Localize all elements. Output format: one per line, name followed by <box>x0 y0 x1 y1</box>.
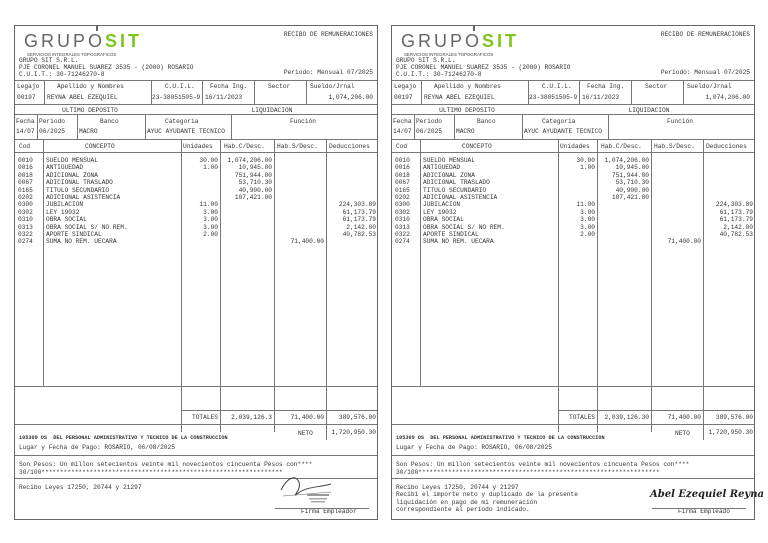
table-row-ded <box>326 164 376 171</box>
table-row-concepto: OBRA SOCIAL S/ NO REM. <box>423 223 505 231</box>
table-row-cod: 0322 <box>18 231 33 239</box>
table-row-hab_s <box>651 179 701 186</box>
recibo-line: Recibo Leyes 17250, 20744 y 21297 <box>396 484 519 491</box>
fecha-ing-label: Fecha Ing. <box>210 83 248 90</box>
table-row-hab_s <box>651 164 701 171</box>
table-row-ded <box>326 179 376 186</box>
table-row-unidades: 30.00 <box>199 157 218 164</box>
table-row-hab_c <box>597 238 649 245</box>
cuil-value: 23-38051505-9 <box>529 94 578 101</box>
table-row-ded: 61,173.79 <box>719 208 753 216</box>
dep-banco-value: MACRO <box>79 128 98 135</box>
totales-label: TOTALES <box>192 414 218 421</box>
fecha-ing-label: Fecha Ing. <box>587 83 625 90</box>
neto-label: NETO <box>675 430 690 437</box>
table-row-ded: 61,173.79 <box>719 216 753 224</box>
table-row-ded: 61,173.79 <box>342 216 376 224</box>
dep-fecha-value: 14/07 <box>16 128 35 135</box>
neto-label: NETO <box>298 430 313 437</box>
table-row-hab_s: 71,400.00 <box>290 238 324 246</box>
table-row-cod: 0310 <box>18 216 33 224</box>
table-row-concepto: OBRA SOCIAL S/ NO REM. <box>46 223 128 231</box>
rows-unidades <box>181 157 218 246</box>
company-logo: GRUPO SIT <box>401 31 519 52</box>
table-row-hab_s <box>651 209 701 216</box>
table-row-concepto: SUMA NO REM. UECARA <box>423 238 494 246</box>
table-row-unidades: 1.00 <box>203 164 218 172</box>
table-row-hab_s <box>274 209 324 216</box>
table-row-hab_c <box>597 231 649 238</box>
rows-habc <box>597 157 649 246</box>
table-row-concepto: JUBILACION <box>46 201 84 209</box>
company-logo: GRUPO SIT <box>24 31 142 52</box>
table-row-unidades <box>558 179 595 186</box>
table-row-hab_s <box>274 172 324 179</box>
table-row-hab_s <box>651 194 701 201</box>
company-tagline: SERVICIOS INTEGRALES TOPOGRAFICOS <box>404 52 494 57</box>
dep-fecha-label: Fecha <box>16 118 35 125</box>
table-row-hab_c: 10,945.00 <box>238 164 272 172</box>
neto-value: 1,720,950.30 <box>331 429 376 436</box>
table-row-cod: 0010 <box>18 157 33 164</box>
son-pesos-cents: 30/100***************************************************************** <box>19 469 283 476</box>
table-row-cod: 0067 <box>18 179 33 187</box>
table-row-hab_s <box>651 231 701 238</box>
employee-name: REYNA ABEL EZEQUIEL <box>47 94 118 101</box>
table-row-concepto: SUMA NO REM. UECARA <box>46 238 117 246</box>
table-row-hab_c <box>220 209 272 216</box>
col-habs-header: Hab.S/Desc. <box>654 143 695 150</box>
table-row-ded: 2,142.00 <box>346 223 376 231</box>
receipt-title: RECIBO DE REMUNERACIONES <box>660 31 750 38</box>
table-row-hab_s <box>274 187 324 194</box>
rows-habs <box>274 157 324 246</box>
dep-categoria-value: AYUC AYUDANTE TECNICO <box>147 128 225 135</box>
liquidacion-label: LIQUIDACION <box>628 107 670 114</box>
sueldo-value: 1,074,206.00 <box>328 94 373 101</box>
table-row-unidades <box>558 187 595 194</box>
table-row-unidades <box>181 238 218 245</box>
table-row-cod: 0067 <box>395 179 410 187</box>
col-habs-header: Hab.S/Desc. <box>277 143 318 150</box>
table-row-cod: 0274 <box>395 238 410 246</box>
rows-deducciones <box>703 157 753 246</box>
table-row-hab_c: 751,944.00 <box>611 171 649 179</box>
total-habc: 2,039,126.3 <box>231 414 272 421</box>
company-name: GRUPO SIT S.R.L. <box>396 57 456 64</box>
table-row-cod: 0202 <box>395 194 410 202</box>
table-row-ded <box>703 164 753 171</box>
dep-categoria-label: Categoria <box>542 118 576 125</box>
table-row-hab_c: 40,900.00 <box>238 186 272 194</box>
table-row-cod: 0302 <box>395 208 410 216</box>
dep-periodo-label: Periodo <box>39 118 65 125</box>
table-row-ded <box>703 187 753 194</box>
table-row-concepto: ADICIONAL ZONA <box>46 171 98 179</box>
table-row-unidades: 3.00 <box>203 223 218 231</box>
table-row-unidades: 11.00 <box>199 201 218 209</box>
receipt-title: RECIBO DE REMUNERACIONES <box>283 31 373 38</box>
rows-cod <box>18 157 42 246</box>
table-row-concepto: ANTIGUEDAD <box>46 164 84 172</box>
table-row-unidades: 30.00 <box>576 157 595 164</box>
table-row-cod: 0302 <box>18 208 33 216</box>
dep-banco-label: Banco <box>477 118 496 125</box>
table-row-concepto: SUELDO MENSUAL <box>423 157 475 164</box>
receipt-employee-copy <box>391 25 764 520</box>
totales-label: TOTALES <box>569 414 595 421</box>
receipt-employer-copy <box>14 25 378 520</box>
table-row-cod: 0310 <box>395 216 410 224</box>
table-row-unidades: 3.00 <box>203 216 218 224</box>
cuil-label: C.U.I.L. <box>542 83 572 90</box>
rows-cod <box>395 157 419 246</box>
table-row-hab_s <box>274 164 324 171</box>
table-row-unidades <box>181 179 218 186</box>
table-row-hab_c: 107,421.00 <box>611 194 649 202</box>
son-pesos-cents: 30/100***************************************************************** <box>396 469 660 476</box>
table-row-cod: 0274 <box>18 238 33 246</box>
period-text: Periodo: Mensual 07/2025 <box>660 69 750 76</box>
table-row-ded <box>326 194 376 201</box>
col-concepto-header: CONCEPTO <box>462 143 492 150</box>
table-row-unidades: 11.00 <box>576 201 595 209</box>
table-row-concepto: LEY 19032 <box>46 208 80 216</box>
total-deducciones: 389,576.00 <box>338 414 376 421</box>
table-row-hab_c <box>597 201 649 208</box>
table-row-concepto: ADICIONAL TRASLADO <box>46 179 113 187</box>
table-row-ded <box>703 238 753 245</box>
total-deducciones: 389,576.00 <box>715 414 753 421</box>
table-row-hab_c: 751,944.00 <box>234 171 272 179</box>
firma-label: Firma Empleado <box>678 508 730 515</box>
table-row-unidades <box>181 172 218 179</box>
company-cuit: C.U.I.T.: 30-71246270-8 <box>396 71 482 78</box>
dep-categoria-label: Categoria <box>165 118 199 125</box>
table-row-concepto: ADICIONAL TRASLADO <box>423 179 490 187</box>
table-row-ded: 2,142.00 <box>723 223 753 231</box>
company-address: PJE CORONEL MANUEL SUAREZ 3535 - (2000) ROSARIO <box>396 64 571 71</box>
dep-funcion-label: Función <box>290 118 316 125</box>
table-row-ded <box>703 194 753 201</box>
dep-banco-value: MACRO <box>456 128 475 135</box>
rows-habc <box>220 157 272 246</box>
rows-deducciones <box>326 157 376 246</box>
table-row-ded: 40,782.53 <box>719 231 753 239</box>
cuil-label: C.U.I.L. <box>165 83 195 90</box>
sueldo-label: Sueldo/Jrnal <box>687 83 732 90</box>
table-row-cod: 0300 <box>395 201 410 209</box>
table-row-hab_s <box>274 216 324 223</box>
table-row-cod: 0018 <box>395 171 410 179</box>
firma-label: Firma Empleador <box>301 508 357 515</box>
col-unidades-header: Unidades <box>183 143 213 150</box>
company-name: GRUPO SIT S.R.L. <box>19 57 79 64</box>
son-pesos-text: Son Pesos: Un millon setecientos veinte mil novecientos cincuenta Pesos con**** <box>396 461 690 468</box>
total-habs: 71,400.00 <box>667 414 701 421</box>
total-habs: 71,400.00 <box>290 414 324 421</box>
table-row-hab_c: 1,074,206.00 <box>227 157 272 164</box>
table-row-concepto: LEY 19032 <box>423 208 457 216</box>
table-row-unidades <box>558 172 595 179</box>
fecha-ing-value: 16/11/2023 <box>205 94 243 101</box>
rows-concepto <box>423 157 557 246</box>
table-row-cod: 0322 <box>395 231 410 239</box>
table-row-concepto: OBRA SOCIAL <box>423 216 464 224</box>
table-row-unidades <box>181 194 218 201</box>
table-row-unidades: 2.00 <box>580 231 595 239</box>
table-row-concepto: TITULO SECUNDARIO <box>46 186 110 194</box>
table-row-concepto: ADICIONAL ASISTENCIA <box>46 194 121 202</box>
table-row-hab_s <box>651 157 701 164</box>
dep-funcion-label: Función <box>667 118 693 125</box>
col-habc-header: Hab.C/Desc. <box>601 143 642 150</box>
table-row-hab_c: 53,710.30 <box>238 179 272 187</box>
table-row-ded <box>326 172 376 179</box>
table-row-hab_s <box>274 157 324 164</box>
col-concepto-header: CONCEPTO <box>85 143 115 150</box>
recibo-line: liquidación en pago de mi remuneración <box>396 498 538 506</box>
table-row-hab_s <box>274 201 324 208</box>
table-row-hab_s <box>274 194 324 201</box>
dep-fecha-label: Fecha <box>393 118 412 125</box>
table-row-hab_c <box>597 209 649 216</box>
rows-concepto <box>46 157 180 246</box>
table-row-concepto: ANTIGUEDAD <box>423 164 461 172</box>
table-row-cod: 0016 <box>395 164 410 172</box>
table-row-hab_c <box>220 216 272 223</box>
name-label: Apellido y Nombres <box>434 83 501 90</box>
table-row-cod: 0016 <box>18 164 33 172</box>
son-pesos-text: Son Pesos: Un millon setecientos veinte mil novecientos cincuenta Pesos con**** <box>19 461 313 468</box>
recibo-line: Recibo Leyes 17250, 20744 y 21297 <box>19 484 142 491</box>
dep-periodo-label: Periodo <box>416 118 442 125</box>
total-habc: 2,039,126.30 <box>604 414 649 421</box>
dep-fecha-value: 14/07 <box>393 128 412 135</box>
table-row-unidades: 3.00 <box>580 216 595 224</box>
name-label: Apellido y Nombres <box>57 83 124 90</box>
company-cuit: C.U.I.T.: 30-71246270-8 <box>19 71 105 78</box>
col-unidades-header: Unidades <box>560 143 590 150</box>
legajo-label: Legajo <box>394 83 417 90</box>
table-row-unidades: 3.00 <box>580 208 595 216</box>
table-row-concepto: APORTE SINDICAL <box>423 231 479 239</box>
company-tagline: SERVICIOS INTEGRALES TOPOGRAFICOS <box>27 52 117 57</box>
table-row-ded <box>326 157 376 164</box>
table-row-hab_c: 107,421.00 <box>234 194 272 202</box>
company-address: PJE CORONEL MANUEL SUAREZ 3535 - (2000) ROSARIO <box>19 64 194 71</box>
table-row-concepto: OBRA SOCIAL <box>46 216 87 224</box>
col-habc-header: Hab.C/Desc. <box>224 143 265 150</box>
liquidacion-label: LIQUIDACION <box>251 107 293 114</box>
table-row-hab_c <box>220 201 272 208</box>
rows-habs <box>651 157 701 246</box>
table-row-hab_s <box>651 201 701 208</box>
recibo-leyes-text <box>19 484 142 491</box>
ultimo-deposito-label: ULTIMO DEPOSITO <box>62 107 118 114</box>
table-row-cod: 0313 <box>18 223 33 231</box>
table-row-hab_c: 1,074,206.00 <box>604 157 649 164</box>
table-row-hab_c: 10,945.00 <box>615 164 649 172</box>
table-row-hab_c: 53,710.30 <box>615 179 649 187</box>
col-deducciones-header: Deducciones <box>329 143 370 150</box>
sector-label: Sector <box>645 83 668 90</box>
table-row-concepto: APORTE SINDICAL <box>46 231 102 239</box>
table-row-cod: 0202 <box>18 194 33 202</box>
table-row-hab_c <box>597 224 649 231</box>
table-row-concepto: TITULO SECUNDARIO <box>423 186 487 194</box>
table-row-ded <box>703 179 753 186</box>
dep-periodo-value: 06/2025 <box>39 128 65 135</box>
legajo-label: Legajo <box>17 83 40 90</box>
sueldo-label: Sueldo/Jrnal <box>310 83 355 90</box>
table-row-unidades <box>558 194 595 201</box>
employee-name: REYNA ABEL EZEQUIEL <box>424 94 495 101</box>
table-row-cod: 0300 <box>18 201 33 209</box>
ultimo-deposito-label: ULTIMO DEPOSITO <box>439 107 495 114</box>
rows-unidades <box>558 157 595 246</box>
legajo-value: 00197 <box>394 94 413 101</box>
table-row-unidades <box>558 238 595 245</box>
table-row-concepto: ADICIONAL ASISTENCIA <box>423 194 498 202</box>
table-row-hab_s: 71,400.00 <box>667 238 701 246</box>
employee-signature: Abel Ezequiel Reyna <box>650 489 764 500</box>
obra-social-line: 105309 OS DEL PERSONAL ADMINISTRATIVO Y TECNICO DE LA CONSTRUCCION <box>396 435 605 441</box>
table-row-cod: 0018 <box>18 171 33 179</box>
table-row-hab_c <box>220 238 272 245</box>
employer-signature-stamp <box>277 470 335 506</box>
legajo-value: 00197 <box>17 94 36 101</box>
recibo-line: correspondiente al período indicado. <box>396 506 530 514</box>
fecha-ing-value: 16/11/2023 <box>582 94 620 101</box>
lugar-fecha-pago: Lugar y Fecha de Pago: ROSARIO, 06/08/2025 <box>396 444 552 451</box>
table-row-unidades: 2.00 <box>203 231 218 239</box>
col-deducciones-header: Deducciones <box>706 143 747 150</box>
table-row-hab_s <box>651 224 701 231</box>
table-row-ded: 61,173.79 <box>342 208 376 216</box>
table-row-ded <box>703 172 753 179</box>
table-row-ded: 224,303.89 <box>338 201 376 209</box>
table-row-concepto: ADICIONAL ZONA <box>423 171 475 179</box>
table-row-concepto: SUELDO MENSUAL <box>46 157 98 164</box>
dep-categoria-value: AYUC AYUDANTE TECNICO <box>524 128 602 135</box>
table-row-hab_s <box>651 172 701 179</box>
table-row-concepto: JUBILACION <box>423 201 461 209</box>
table-row-ded <box>326 238 376 245</box>
lugar-fecha-pago: Lugar y Fecha de Pago: ROSARIO, 06/08/2025 <box>19 444 175 451</box>
sueldo-value: 1,074,206.00 <box>705 94 750 101</box>
table-row-hab_c: 40,900.00 <box>615 186 649 194</box>
col-cod-header: Cod <box>19 143 31 150</box>
table-row-hab_c <box>597 216 649 223</box>
table-row-hab_s <box>274 224 324 231</box>
table-row-unidades: 3.00 <box>203 208 218 216</box>
obra-social-line: 105309 OS DEL PERSONAL ADMINISTRATIVO Y TECNICO DE LA CONSTRUCCION <box>19 435 228 441</box>
dep-banco-label: Banco <box>100 118 119 125</box>
table-row-unidades: 3.00 <box>580 223 595 231</box>
cuil-value: 23-38051505-9 <box>152 94 201 101</box>
dep-periodo-value: 06/2025 <box>416 128 442 135</box>
table-row-ded: 224,303.89 <box>715 201 753 209</box>
table-row-cod: 0313 <box>395 223 410 231</box>
table-row-cod: 0165 <box>395 186 410 194</box>
table-row-hab_c <box>220 224 272 231</box>
recibo-leyes-text <box>396 484 578 514</box>
table-row-unidades <box>181 187 218 194</box>
table-row-cod: 0010 <box>395 157 410 164</box>
table-row-unidades: 1.00 <box>580 164 595 172</box>
recibo-line: Recibí el importe neto y duplicado de la presente <box>396 491 578 499</box>
table-row-ded <box>326 187 376 194</box>
col-cod-header: Cod <box>396 143 408 150</box>
table-row-hab_s <box>651 216 701 223</box>
sector-label: Sector <box>268 83 291 90</box>
table-row-hab_s <box>274 231 324 238</box>
period-text: Periodo: Mensual 07/2025 <box>283 69 373 76</box>
table-row-ded <box>703 157 753 164</box>
table-row-ded: 40,782.53 <box>342 231 376 239</box>
table-row-hab_s <box>651 187 701 194</box>
table-row-hab_s <box>274 179 324 186</box>
table-row-cod: 0165 <box>18 186 33 194</box>
table-row-hab_c <box>220 231 272 238</box>
neto-value: 1,720,950.30 <box>708 429 753 436</box>
